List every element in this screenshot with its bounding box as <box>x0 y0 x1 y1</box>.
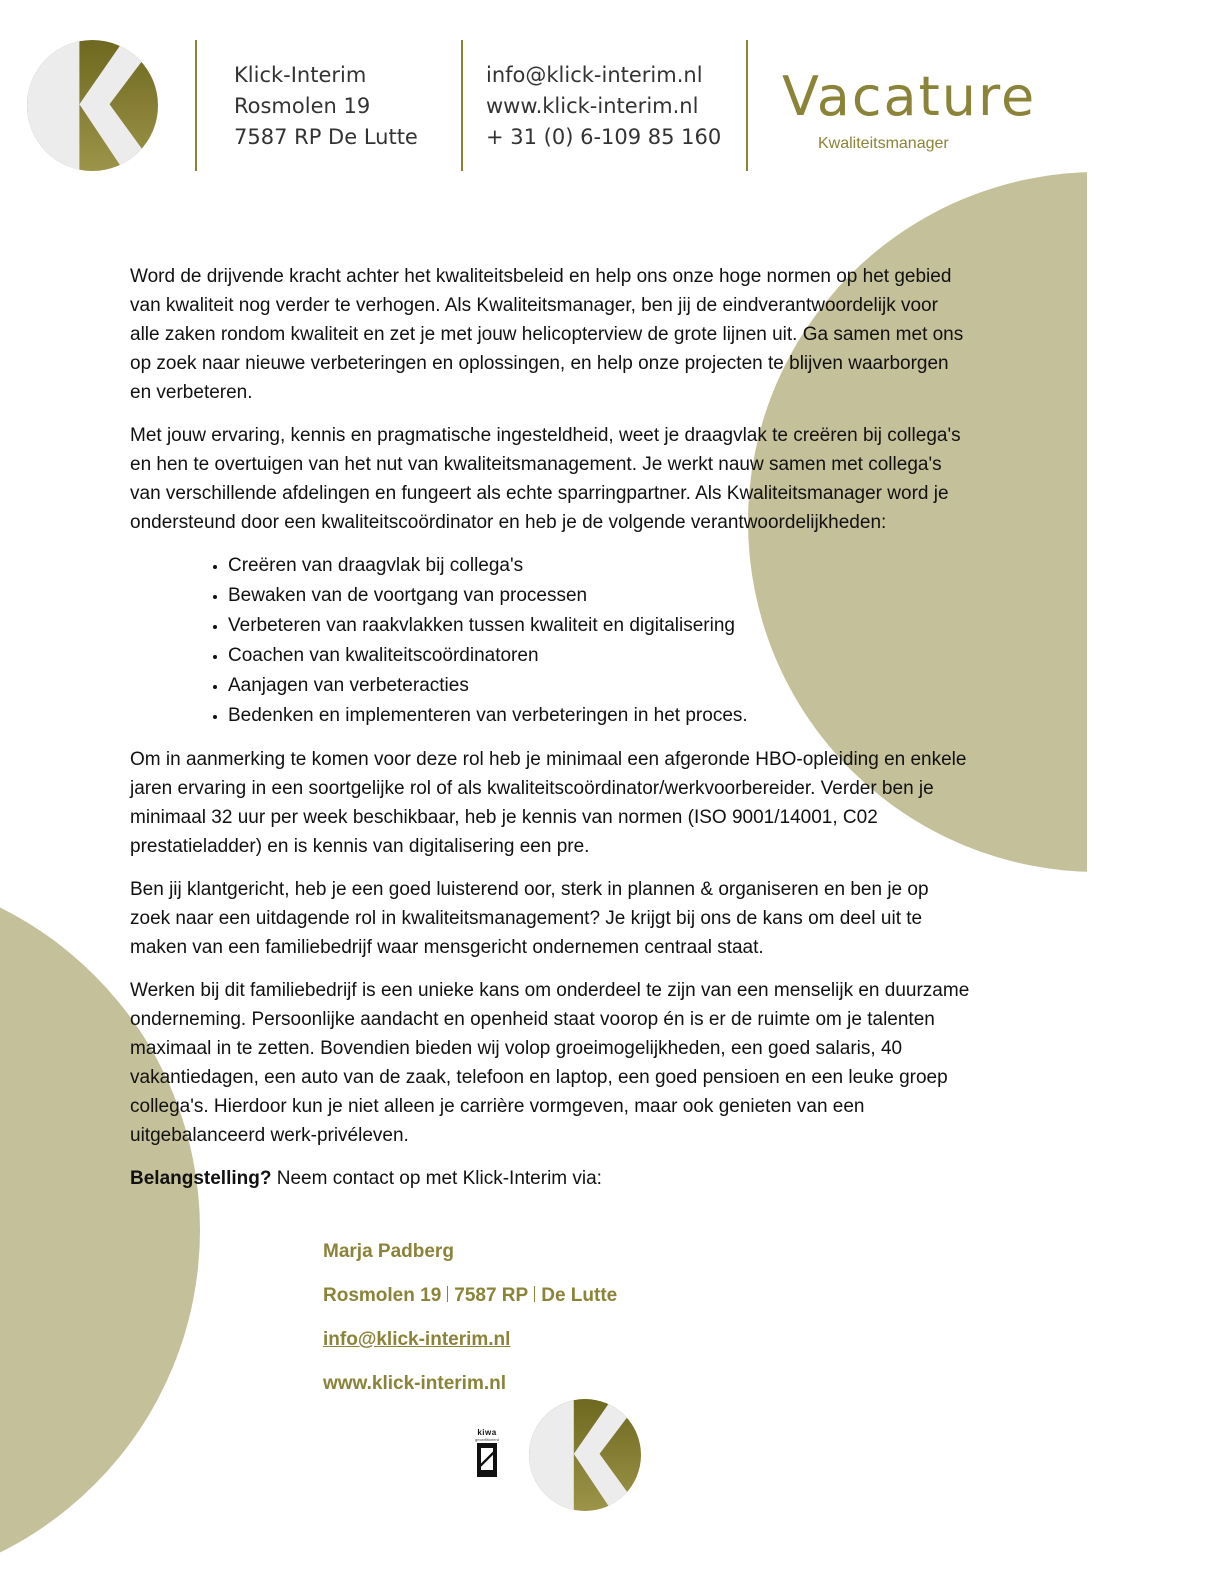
contact-city: De Lutte <box>541 1285 618 1306</box>
experience-paragraph: Met jouw ervaring, kennis en pragmatische ingesteldheid, weet je draagvlak te creëren bij collega's en hen te overtuigen van het nut van kwaliteitsmanagement. Je werkt nauw samen met collega's van verschillende afdelingen en fungeert als echte sparringpartner. Als Kwaliteitsmanager word je ondersteund door een kwaliteitscoördinator en heb je de volgende verantwoordelijkheden: <box>130 425 961 533</box>
page-title: Vacature <box>782 65 1037 128</box>
list-item: • Coachen van kwaliteitscoördinatoren <box>228 641 970 671</box>
list-item: • Aanjagen van verbeteracties <box>228 671 970 701</box>
contact-website-link[interactable]: www.klick-interim.nl <box>323 1373 507 1394</box>
company-name: Klick-Interim <box>234 63 367 87</box>
contact-address <box>323 1281 617 1325</box>
vacancy-text <box>130 262 970 1207</box>
contact-person: Marja Padberg <box>323 1241 454 1262</box>
k-logo-icon <box>27 40 158 171</box>
page-margin-right <box>1087 0 1232 1536</box>
header-email-link[interactable]: info@klick-interim.nl <box>486 63 703 87</box>
interest-line <box>130 1164 970 1193</box>
requirements-paragraph: Om in aanmerking te komen voor deze rol heb je minimaal een afgeronde HBO-opleiding en enkele jaren ervaring in een soortgelijke rol of als kwaliteitscoördinator/werkvoorbereider. Verder ben je minimaal 32 uur per week beschikbaar, heb je kennis van normen (ISO 9001/14001, C02 prestatieladder) en is kennis van digitalisering een pre. <box>130 749 967 857</box>
responsibilities-list <box>130 551 970 731</box>
list-item: • Verbeteren van raakvlakken tussen kwaliteit en digitalisering <box>228 611 970 641</box>
company-street: Rosmolen 19 <box>234 94 371 118</box>
contact-email-link[interactable]: info@klick-interim.nl <box>323 1329 511 1350</box>
list-item: • Creëren van draagvlak bij collega's <box>228 551 970 581</box>
offer-paragraph: Werken bij dit familiebedrijf is een unieke kans om onderdeel te zijn van een menselijk en duurzame onderneming. Persoonlijke aandacht en openheid staat voorop én is er de ruimte om je talenten maximaal in te zetten. Bovendien bieden wij volop groeimogelijkheden, een goed salaris, 40 vakantiedagen, een auto van de zaak, telefoon en laptop, een goed pensioen en een leuke groep collega's. Hierdoor kun je niet alleen je carrière vormgeven, maar ook genieten van een uitgebalanceerd werk-privéleven. <box>130 980 970 1146</box>
list-item: • Bedenken en implementeren van verbeteringen in het proces. <box>228 701 970 731</box>
separator <box>447 1286 448 1302</box>
company-city: 7587 RP De Lutte <box>234 125 418 149</box>
kiwa-subtext: gecertificeerd <box>475 1437 500 1442</box>
header-divider <box>195 40 197 171</box>
page-subtitle: Kwaliteitsmanager <box>818 135 949 152</box>
header-phone: + 31 (0) 6-109 85 160 <box>486 125 722 149</box>
profile-paragraph: Ben jij klantgericht, heb je een goed luisterend oor, sterk in plannen & organiseren en ben je op zoek naar een uitdagende rol in kwaliteitsmanagement? Je krijgt bij ons de kans om deel uit te maken van een familiebedrijf waar mensgericht ondernemen centraal staat. <box>130 879 929 958</box>
kiwa-mark <box>477 1443 497 1477</box>
contact-postal: 7587 RP <box>454 1285 529 1306</box>
k-logo-icon <box>529 1399 641 1511</box>
header-website-link[interactable]: www.klick-interim.nl <box>486 94 699 118</box>
separator <box>534 1286 535 1302</box>
kiwa-word: kiwa <box>477 1428 497 1437</box>
contact-street: Rosmolen 19 <box>323 1285 442 1306</box>
company-address <box>234 60 418 153</box>
intro-paragraph: Word de drijvende kracht achter het kwaliteitsbeleid en help ons onze hoge normen op het gebied van kwaliteit nog verder te verhogen. Als Kwaliteitsmanager, ben jij de eindverantwoordelijk voor alle zaken rondom kwaliteit en zet je met jouw helicopterview de grote lijnen uit. Ga samen met ons op zoek naar nieuwe verbeteringen en oplossingen, en help onze projecten te blijven waarborgen en verbeteren. <box>130 266 964 403</box>
header-divider <box>746 40 748 171</box>
interest-label: Belangstelling? <box>130 1168 272 1189</box>
list-item: • Bewaken van de voortgang van processen <box>228 581 970 611</box>
company-contact <box>486 60 721 153</box>
contact-block <box>323 1237 617 1413</box>
kiwa-certificate-icon <box>475 1428 499 1482</box>
header-divider <box>461 40 463 171</box>
interest-text: Neem contact op met Klick-Interim via: <box>271 1168 602 1189</box>
